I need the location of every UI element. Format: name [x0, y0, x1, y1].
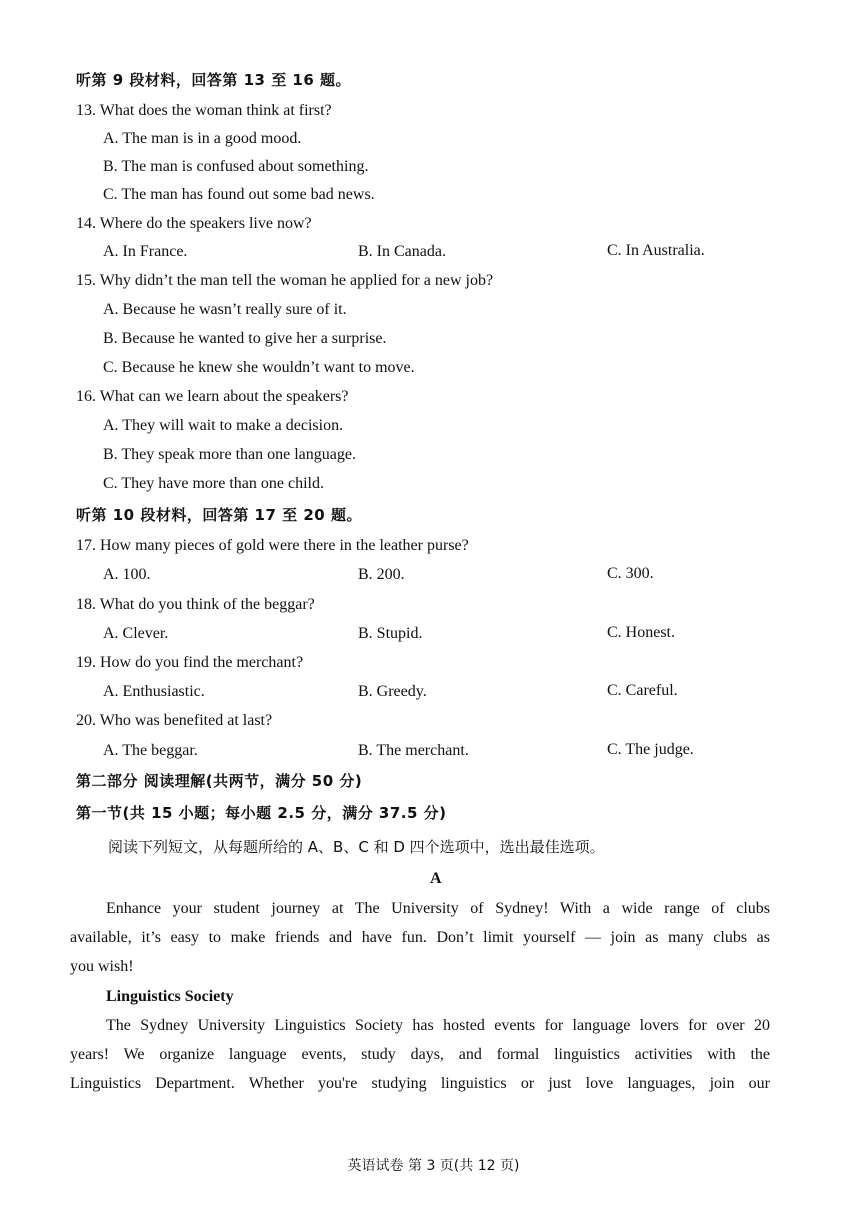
question-18-option-a: A. Clever.	[103, 625, 169, 642]
club-description	[70, 1011, 770, 1098]
passage-intro	[70, 894, 770, 981]
passage-label: A	[430, 870, 442, 887]
question-13-stem: 13. What does the woman think at first?	[76, 102, 332, 119]
club-description-line-3: Linguistics Department. Whether you're studying linguistics or just love languages, join our	[70, 1075, 770, 1092]
question-18-stem: 18. What do you think of the beggar?	[76, 596, 315, 613]
question-15-option-b: B. Because he wanted to give her a surprise.	[103, 330, 387, 347]
question-17-option-c: C. 300.	[607, 565, 654, 582]
question-13-option-b: B. The man is confused about something.	[103, 158, 369, 175]
section-heading-material-9: 听第 9 段材料，回答第 13 至 16 题。	[76, 71, 352, 89]
question-19-option-a: A. Enthusiastic.	[103, 683, 205, 700]
question-20-option-a: A. The beggar.	[103, 742, 198, 759]
question-18-option-c: C. Honest.	[607, 624, 675, 641]
page-footer: 英语试卷 第 3 页(共 12 页)	[347, 1158, 520, 1174]
question-13-option-c: C. The man has found out some bad news.	[103, 186, 375, 203]
question-14-option-a: A. In France.	[103, 243, 188, 260]
question-20-option-c: C. The judge.	[607, 741, 694, 758]
question-17-stem: 17. How many pieces of gold were there in the leather purse?	[76, 537, 469, 554]
part-two-heading: 第二部分 阅读理解(共两节，满分 50 分)	[76, 772, 363, 790]
question-13-option-a: A. The man is in a good mood.	[103, 130, 302, 147]
question-16-option-c: C. They have more than one child.	[103, 475, 324, 492]
question-14-option-b: B. In Canada.	[358, 243, 446, 260]
club-title: Linguistics Society	[106, 988, 234, 1005]
question-19-option-b: B. Greedy.	[358, 683, 427, 700]
section-one-heading: 第一节(共 15 小题；每小题 2.5 分，满分 37.5 分)	[76, 804, 447, 822]
section-heading-material-10: 听第 10 段材料，回答第 17 至 20 题。	[76, 506, 362, 524]
passage-intro-line-2: available, it’s easy to make friends and have fun. Don’t limit yourself — join as many clubs as	[70, 929, 770, 946]
passage-intro-line-3: you wish!	[70, 958, 134, 975]
question-15-stem: 15. Why didn’t the man tell the woman he applied for a new job?	[76, 272, 494, 289]
reading-instruction: 阅读下列短文，从每题所给的 A、B、C 和 D 四个选项中，选出最佳选项。	[108, 838, 605, 856]
question-18-option-b: B. Stupid.	[358, 625, 423, 642]
club-description-line-2: years! We organize language events, study days, and formal linguistics activities with the	[70, 1046, 770, 1063]
question-17-option-a: A. 100.	[103, 566, 151, 583]
question-19-stem: 19. How do you find the merchant?	[76, 654, 304, 671]
question-15-option-a: A. Because he wasn’t really sure of it.	[103, 301, 347, 318]
question-16-option-a: A. They will wait to make a decision.	[103, 417, 344, 434]
question-17-option-b: B. 200.	[358, 566, 405, 583]
question-19-option-c: C. Careful.	[607, 682, 678, 699]
question-15-option-c: C. Because he knew she wouldn’t want to move.	[103, 359, 415, 376]
question-16-stem: 16. What can we learn about the speakers?	[76, 388, 349, 405]
club-description-line-1: The Sydney University Linguistics Society has hosted events for language lovers for over 20	[106, 1017, 770, 1034]
passage-intro-line-1: Enhance your student journey at The University of Sydney! With a wide range of clubs	[106, 900, 770, 917]
question-16-option-b: B. They speak more than one language.	[103, 446, 356, 463]
question-20-stem: 20. Who was benefited at last?	[76, 712, 273, 729]
question-20-option-b: B. The merchant.	[358, 742, 469, 759]
question-14-stem: 14. Where do the speakers live now?	[76, 215, 312, 232]
question-14-option-c: C. In Australia.	[607, 242, 705, 259]
